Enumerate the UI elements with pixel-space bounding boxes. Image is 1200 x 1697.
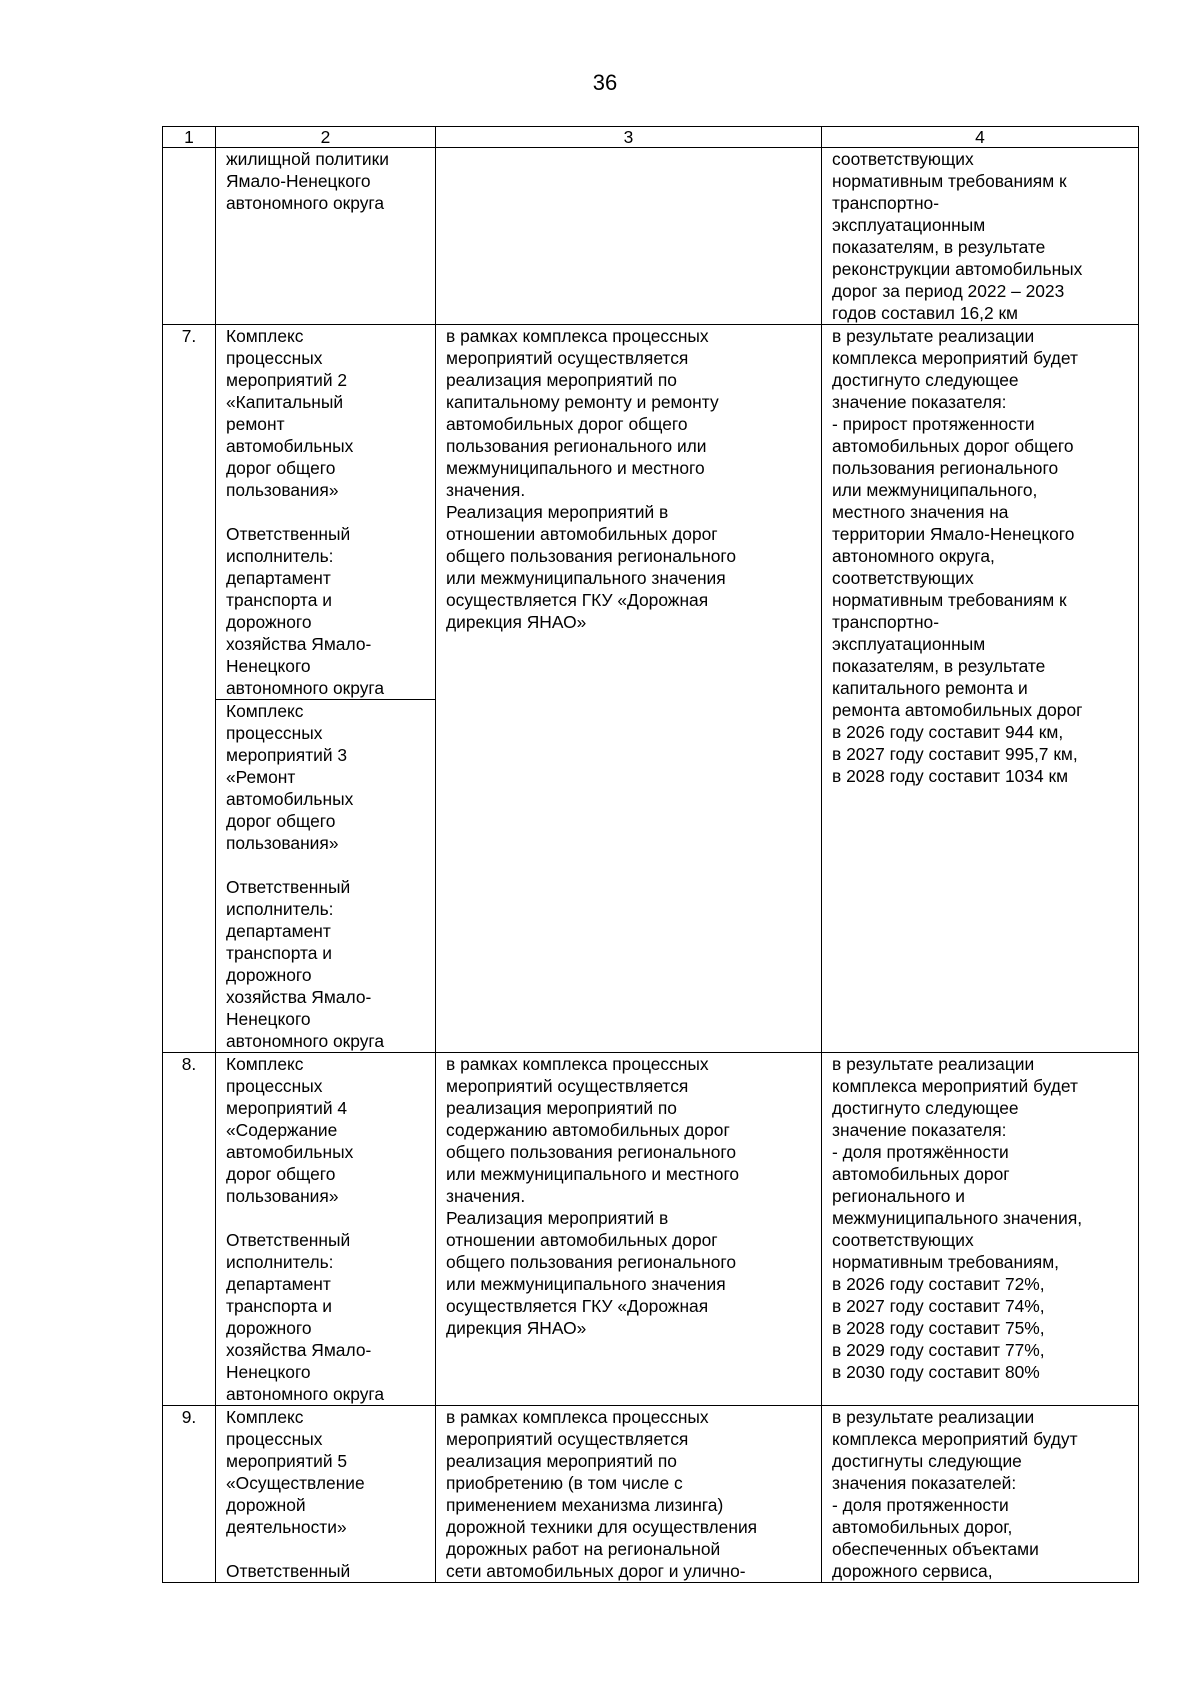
- cell-number: 7.: [163, 325, 216, 1053]
- cell-number: [163, 148, 216, 325]
- table-row-8: [163, 1053, 1139, 1406]
- cell-result: в результате реализации комплекса мероприятий будут достигнуты следующие значения показателей: - доля протяженности автомобильных дорог, обеспеченных объектами дорожного сервиса,: [822, 1406, 1139, 1583]
- table-header-row: [163, 127, 1139, 148]
- cell-result: в результате реализации комплекса мероприятий будет достигнуто следующее значение показателя: - прирост протяженности автомобильных дорог общего пользования регионального или межмуниципального, местного значения на территории Ямало-Ненецкого автономного округа, соответствующих нормативным требованиям к транспортно- эксплуатационным показателям, в результате капитального ремонта и ремонта автомобильных дорог в 2026 году составит 944 км, в 2027 году составит 995,7 км, в 2028 году составит 1034 км: [822, 325, 1139, 1053]
- cell-result: в результате реализации комплекса мероприятий будет достигнуто следующее значение показателя: - доля протяжённости автомобильных дорог регионального и межмуниципального значения, соответствующих нормативным требованиям, в 2026 году составит 72%, в 2027 году составит 74%, в 2028 году составит 75%, в 2029 году составит 77%, в 2030 году составит 80%: [822, 1053, 1139, 1406]
- cell-measure: Комплекс процессных мероприятий 5 «Осуществление дорожной деятельности» Ответственный: [216, 1406, 436, 1583]
- cell-measure: Комплекс процессных мероприятий 4 «Содержание автомобильных дорог общего пользования» Ответственный исполнитель: департамент транспорта и дорожного хозяйства Ямало- Ненецкого автономного округа: [216, 1053, 436, 1406]
- cell-description: [436, 148, 822, 325]
- header-cell: 2: [216, 127, 436, 148]
- header-cell: 3: [436, 127, 822, 148]
- page-number: 36: [592, 70, 618, 95]
- cell-result: соответствующих нормативным требованиям к транспортно- эксплуатационным показателям, в результате реконструкции автомобильных дорог за период 2022 – 2023 годов составил 16,2 км: [822, 148, 1139, 325]
- cell-description: в рамках комплекса процессных мероприятий осуществляется реализация мероприятий по содержанию автомобильных дорог общего пользования регионального или межмуниципального и местного значения. Реализация мероприятий в отношении автомобильных дорог общего пользования регионального или межмуниципального значения осуществляется ГКУ «Дорожная дирекция ЯНАО»: [436, 1053, 822, 1406]
- cell-number: 8.: [163, 1053, 216, 1406]
- table-row-7: [163, 325, 1139, 700]
- table-row-9: [163, 1406, 1139, 1583]
- cell-description: в рамках комплекса процессных мероприятий осуществляется реализация мероприятий по капитальному ремонту и ремонту автомобильных дорог общего пользования регионального или межмуниципального и местного значения. Реализация мероприятий в отношении автомобильных дорог общего пользования регионального или межмуниципального значения осуществляется ГКУ «Дорожная дирекция ЯНАО»: [436, 325, 822, 1053]
- table-row-continuation: [163, 148, 1139, 325]
- cell-description: в рамках комплекса процессных мероприятий осуществляется реализация мероприятий по приобретению (в том числе с применением механизма лизинга) дорожной техники для осуществления дорожных работ на региональной сети автомобильных дорог и улично-: [436, 1406, 822, 1583]
- header-cell: 4: [822, 127, 1139, 148]
- cell-number: 9.: [163, 1406, 216, 1583]
- cell-measure: Комплекс процессных мероприятий 2 «Капитальный ремонт автомобильных дорог общего пользования» Ответственный исполнитель: департамент транспорта и дорожного хозяйства Ямало- Ненецкого автономного округа: [216, 325, 436, 700]
- header-cell: 1: [163, 127, 216, 148]
- cell-measure: жилищной политики Ямало-Ненецкого автономного округа: [216, 148, 436, 325]
- cell-measure: Комплекс процессных мероприятий 3 «Ремонт автомобильных дорог общего пользования» Ответственный исполнитель: департамент транспорта и дорожного хозяйства Ямало- Ненецкого автономного округа: [216, 700, 436, 1053]
- measures-table: [162, 126, 1139, 1583]
